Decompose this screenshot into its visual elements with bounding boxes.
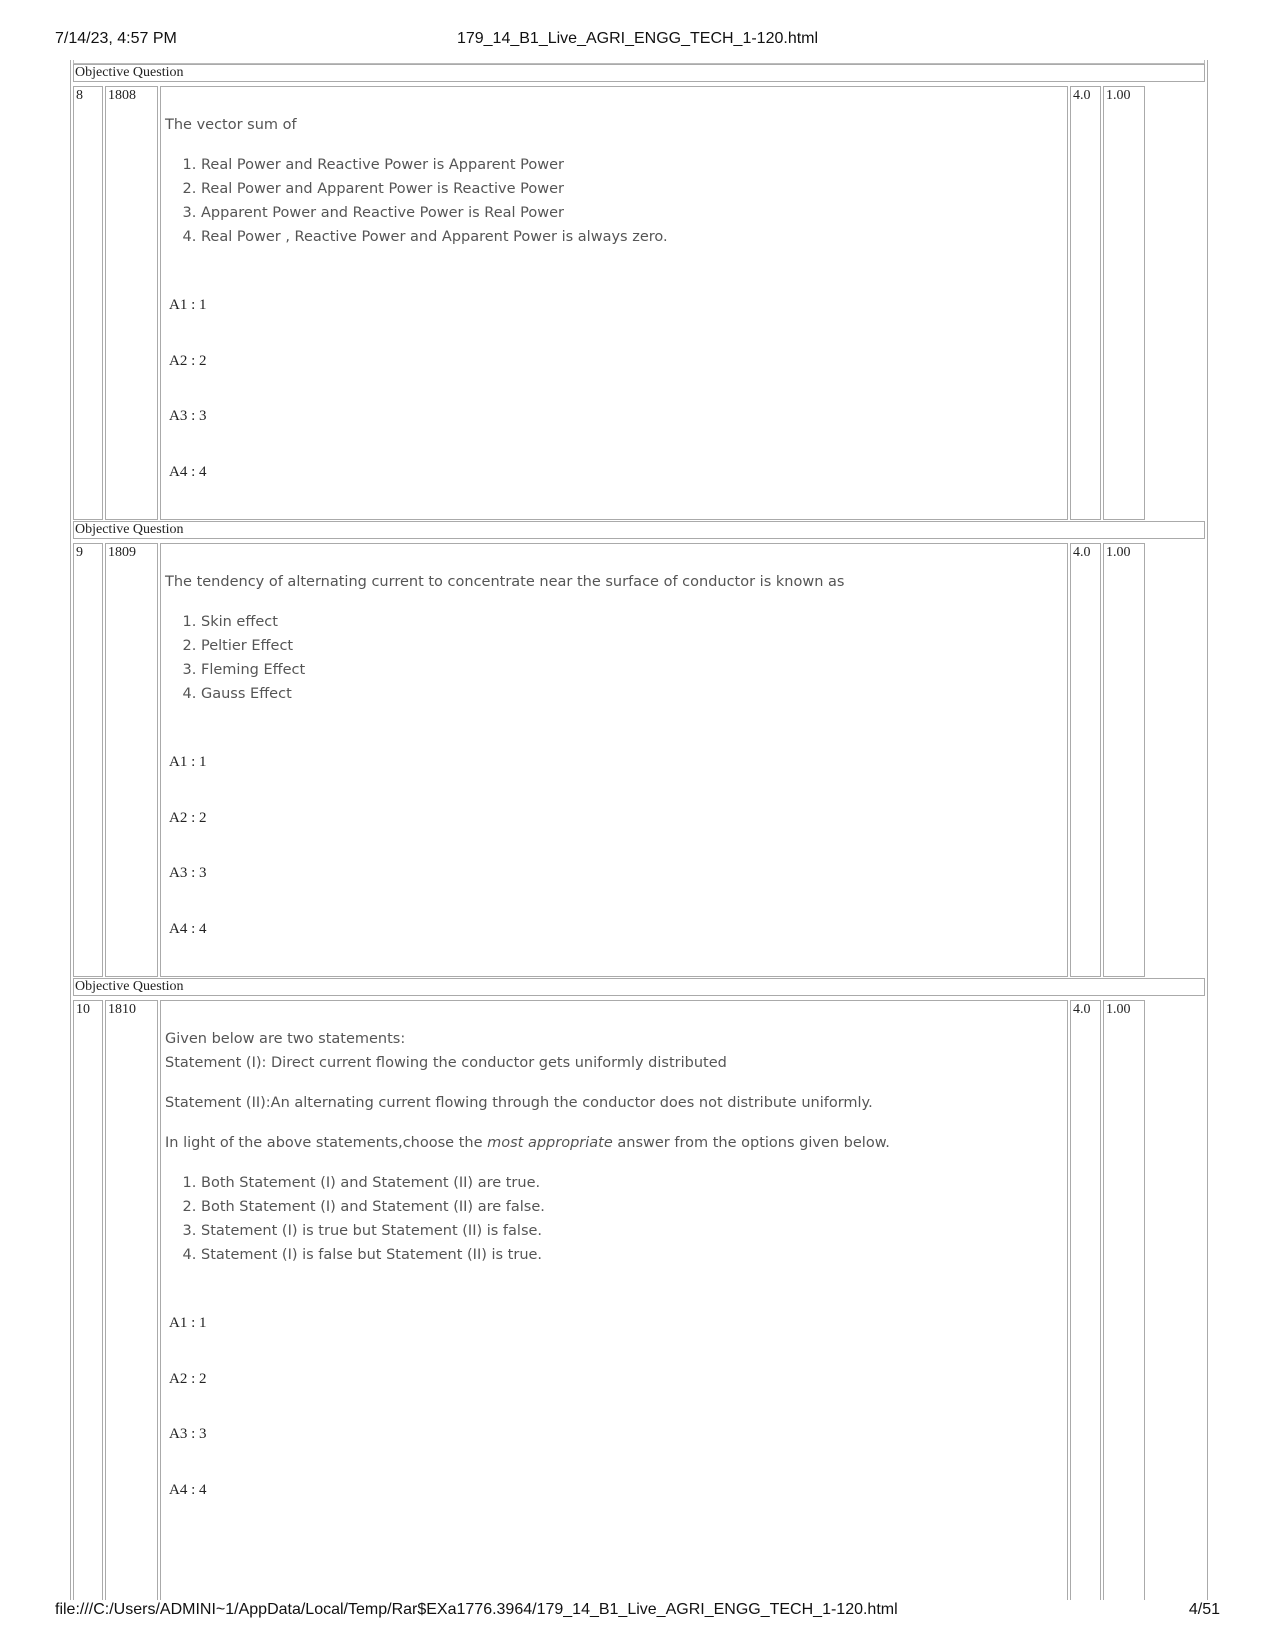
- question-marks: 4.0: [1070, 543, 1101, 977]
- question-body: [160, 86, 1068, 520]
- answer-item: A2 : 2: [169, 352, 207, 369]
- option-item: 1. Both Statement (I) and Statement (II) are true.: [201, 1171, 1067, 1195]
- option-item: 3. Apparent Power and Reactive Power is Real Power: [201, 201, 1067, 225]
- answer-list: [169, 754, 1067, 976]
- question-text: [165, 570, 1067, 594]
- option-item: 4. Statement (I) is false but Statement (II) is true.: [201, 1243, 1067, 1267]
- question-serial: 9: [73, 543, 103, 977]
- answer-item: A1 : 1: [169, 297, 207, 313]
- question-marks: 4.0: [1070, 1000, 1101, 1600]
- option-item: 1. Skin effect: [201, 610, 1067, 634]
- question-intro: The tendency of alternating current to concentrate near the surface of conductor is known as: [165, 574, 845, 590]
- answer-item: A3 : 3: [169, 865, 207, 881]
- answer-item: A4 : 4: [169, 1481, 207, 1498]
- question-intro: The vector sum of: [165, 117, 297, 133]
- option-item: 2. Both Statement (I) and Statement (II) are false.: [201, 1195, 1067, 1219]
- question-instruction: [165, 1131, 1067, 1155]
- answer-item: A1 : 1: [169, 754, 207, 770]
- option-item: 4. Gauss Effect: [201, 682, 1067, 706]
- option-item: 2. Peltier Effect: [201, 634, 1067, 658]
- question-type-label: Objective Question: [73, 521, 1205, 539]
- page-number: 4/51: [1188, 1601, 1220, 1618]
- answer-item: A4 : 4: [169, 463, 207, 480]
- question-id: 1809: [105, 543, 158, 977]
- question-row-8: [73, 86, 1205, 520]
- instruction-text: answer from the options given below.: [612, 1135, 890, 1151]
- question-row-9: [73, 543, 1205, 977]
- question-id: 1808: [105, 86, 158, 520]
- answer-item: A4 : 4: [169, 920, 207, 937]
- question-id: 1810: [105, 1000, 158, 1600]
- question-serial: 10: [73, 1000, 103, 1600]
- question-sheet: [70, 60, 1208, 1600]
- answer-item: A1 : 1: [169, 1315, 207, 1331]
- answer-item: A3 : 3: [169, 1426, 207, 1442]
- instruction-text: In light of the above statements,choose the: [165, 1135, 488, 1151]
- answer-item: A2 : 2: [169, 1370, 207, 1387]
- option-item: 2. Real Power and Apparent Power is Reactive Power: [201, 177, 1067, 201]
- statement-two: Statement (II):An alternating current flowing through the conductor does not distribute uniformly.: [165, 1095, 873, 1111]
- question-body: [160, 543, 1068, 977]
- answer-list: [169, 297, 1067, 519]
- instruction-emphasis: most appropriate: [487, 1135, 613, 1151]
- question-type-label: Objective Question: [73, 978, 1205, 996]
- option-list: [161, 610, 1067, 706]
- question-body: [160, 1000, 1068, 1600]
- question-marks: 4.0: [1070, 86, 1101, 520]
- question-text: [165, 113, 1067, 137]
- answer-item: A3 : 3: [169, 408, 207, 424]
- option-list: [161, 1171, 1067, 1267]
- option-item: 3. Statement (I) is true but Statement (II) is false.: [201, 1219, 1067, 1243]
- question-intro-line: Given below are two statements:: [165, 1031, 406, 1047]
- question-negative-marks: 1.00: [1103, 1000, 1145, 1600]
- option-item: 3. Fleming Effect: [201, 658, 1067, 682]
- answer-list: [169, 1315, 1067, 1537]
- answer-item: A2 : 2: [169, 809, 207, 826]
- question-negative-marks: 1.00: [1103, 86, 1145, 520]
- question-type-label: Objective Question: [73, 64, 1205, 82]
- print-datetime: 7/14/23, 4:57 PM: [55, 30, 177, 47]
- file-url: file:///C:/Users/ADMINI~1/AppData/Local/Temp/Rar$EXa1776.3964/179_14_B1_Live_AGRI_ENGG_TECH_1-120.html: [55, 1601, 898, 1618]
- statement-one: Statement (I): Direct current flowing the conductor gets uniformly distributed: [165, 1055, 727, 1071]
- option-item: 4. Real Power , Reactive Power and Apparent Power is always zero.: [201, 225, 1067, 249]
- question-text: [165, 1027, 1067, 1155]
- print-doc-title: 179_14_B1_Live_AGRI_ENGG_TECH_1-120.html: [456, 30, 819, 47]
- question-serial: 8: [73, 86, 103, 520]
- question-row-10: [73, 1000, 1205, 1600]
- question-intro: [165, 1027, 1067, 1075]
- question-negative-marks: 1.00: [1103, 543, 1145, 977]
- option-item: 1. Real Power and Reactive Power is Apparent Power: [201, 153, 1067, 177]
- option-list: [161, 153, 1067, 249]
